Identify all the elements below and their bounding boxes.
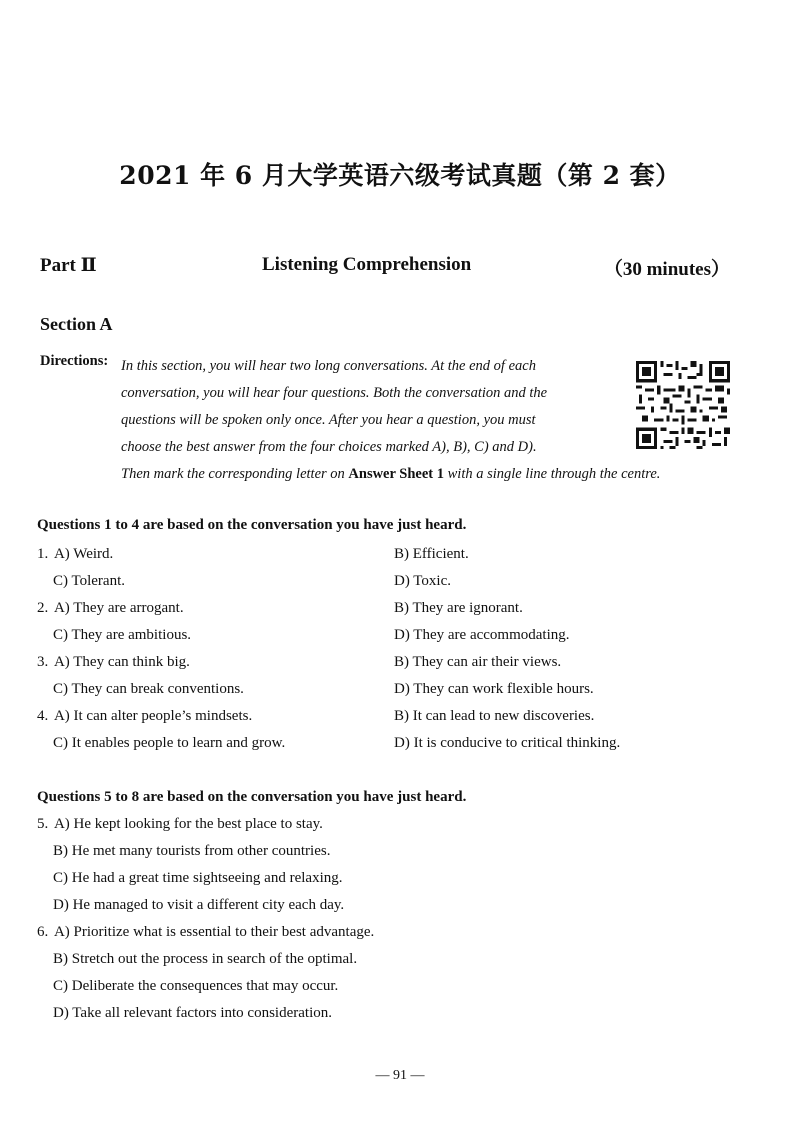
part-title: Listening Comprehension	[262, 254, 472, 275]
directions-line: choose the best answer from the four choices marked A), B), C) and D).	[121, 439, 537, 455]
option-c[interactable]: C) They can break conventions.	[53, 681, 244, 697]
question-number: 6.	[37, 924, 49, 940]
part-header	[40, 254, 730, 282]
directions-last-post: with a single line through the centre.	[444, 466, 661, 482]
page-number: — 91 —	[375, 1068, 425, 1083]
part-time: （30 minutes）	[603, 259, 730, 280]
option-b[interactable]: B) They are ignorant.	[394, 600, 523, 616]
directions-line: In this section, you will hear two long conversations. At the end of each	[121, 358, 536, 374]
page-title: 2021 年 6 月大学英语六级考试真题（第 2 套）	[119, 161, 681, 190]
option-a[interactable]: A) They are arrogant.	[53, 600, 184, 616]
directions-last-pre: Then mark the corresponding letter on	[121, 466, 349, 482]
option-d[interactable]: D) They can work flexible hours.	[394, 681, 594, 697]
option-a[interactable]: A) He kept looking for the best place to stay.	[53, 816, 323, 832]
part-label: Part Ⅱ	[40, 255, 97, 276]
option-c[interactable]: C) Deliberate the consequences that may occur.	[53, 978, 339, 994]
directions-line: questions will be spoken only once. After you hear a question, you must	[121, 412, 536, 428]
section-title: Section A	[40, 314, 113, 334]
option-a[interactable]: A) Prioritize what is essential to their best advantage.	[53, 924, 375, 940]
question-6	[37, 924, 374, 941]
question-number: 2.	[37, 600, 49, 616]
option-b[interactable]: B) Efficient.	[394, 546, 469, 562]
option-b[interactable]: B) They can air their views.	[394, 654, 562, 670]
question-group-heading: Questions 1 to 4 are based on the conversation you have just heard.	[37, 517, 467, 533]
option-d[interactable]: D) It is conducive to critical thinking.	[394, 735, 621, 751]
option-b[interactable]: B) It can lead to new discoveries.	[394, 708, 595, 724]
question-number: 1.	[37, 546, 49, 562]
option-d[interactable]: D) Toxic.	[394, 573, 451, 589]
question-number: 4.	[37, 708, 49, 724]
directions-line: conversation, you will hear four questions. Both the conversation and the	[121, 385, 548, 401]
question-4	[37, 708, 252, 725]
option-c[interactable]: C) He had a great time sightseeing and relaxing.	[53, 870, 343, 886]
option-c[interactable]: C) Tolerant.	[53, 573, 125, 589]
directions-line-last	[121, 461, 741, 488]
option-d[interactable]: D) Take all relevant factors into consideration.	[53, 1005, 332, 1021]
option-d[interactable]: D) They are accommodating.	[394, 627, 570, 643]
option-b[interactable]: B) He met many tourists from other countries.	[53, 843, 331, 859]
option-c[interactable]: C) It enables people to learn and grow.	[53, 735, 286, 751]
question-1	[37, 546, 113, 563]
question-number: 5.	[37, 816, 49, 832]
option-a[interactable]: A) Weird.	[53, 546, 114, 562]
question-group-heading: Questions 5 to 8 are based on the conversation you have just heard.	[37, 789, 467, 805]
option-c[interactable]: C) They are ambitious.	[53, 627, 192, 643]
question-3	[37, 654, 190, 671]
option-a[interactable]: A) It can alter people’s mindsets.	[53, 708, 253, 724]
qr-code-icon[interactable]	[636, 360, 730, 450]
directions-label: Directions:	[40, 353, 109, 369]
option-a[interactable]: A) They can think big.	[53, 654, 190, 670]
question-2	[37, 600, 184, 617]
directions-text	[121, 353, 661, 488]
question-5	[37, 816, 323, 833]
answer-sheet-ref: Answer Sheet 1	[348, 466, 444, 482]
question-number: 3.	[37, 654, 49, 670]
option-b[interactable]: B) Stretch out the process in search of the optimal.	[53, 951, 358, 967]
option-d[interactable]: D) He managed to visit a different city each day.	[53, 897, 345, 913]
